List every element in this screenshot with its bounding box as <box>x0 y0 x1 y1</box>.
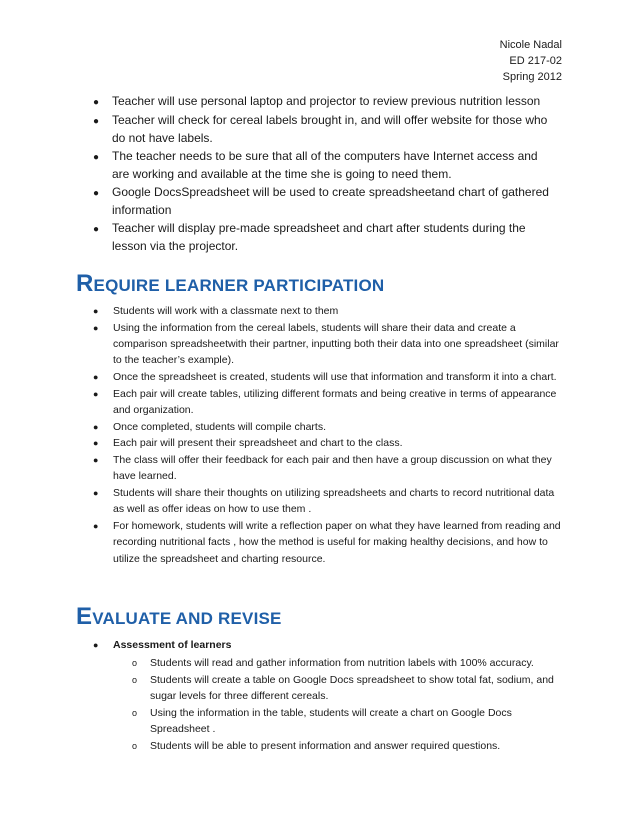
bullet-icon: ● <box>93 151 100 163</box>
bullet-icon: ● <box>93 488 99 498</box>
bullet-icon: ● <box>93 187 100 199</box>
course-code: ED 217-02 <box>509 55 562 67</box>
list-item: ● Students will share their thoughts on utilizing spreadsheets and charts to record nutritional data as well as offer ideas on how to use them . <box>93 487 555 516</box>
list-item: ● The class will offer their feedback for each pair and then have a group discussion on what they have learned. <box>93 454 552 483</box>
bullet-icon: ● <box>93 306 99 316</box>
intro-list <box>93 93 555 256</box>
hollow-bullet-icon: o <box>132 658 138 669</box>
list-item: ● Google DocsSpreadsheet will be used to create spreadsheetand chart of gathered information <box>93 184 549 217</box>
bullet-icon: ● <box>93 438 99 449</box>
bullet-icon: ● <box>93 97 100 108</box>
list-item: ● Students will work with a classmate next to them <box>93 303 565 319</box>
sub-list-item: o Using the information in the table, students will create a chart on Google Docs Spreadsheet . <box>132 706 512 736</box>
list-item: ● Once completed, students will compile charts. <box>93 419 565 435</box>
sub-list-item: o Students will read and gather information from nutrition labels with 100% accuracy. <box>113 655 565 671</box>
bullet-icon: ● <box>93 115 100 127</box>
section-heading-evaluate: EVALUATE AND REVISE <box>76 603 282 630</box>
list-item: ● The teacher needs to be sure that all of the computers have Internet access and are working and available at the time she is going to need them. <box>93 148 538 181</box>
term: Spring 2012 <box>502 71 562 83</box>
bullet-icon: ● <box>93 455 99 466</box>
list-item: ● Each pair will present their spreadsheet and chart to the class. <box>93 435 565 451</box>
assessment-sub-list <box>113 655 565 754</box>
evaluate-list <box>93 637 565 755</box>
participation-list <box>93 303 565 567</box>
bullet-icon: ● <box>93 388 99 399</box>
list-item: ● Each pair will create tables, utilizing different formats and being creative in terms of appearance and organization. <box>93 387 557 416</box>
section-heading-participation: REQUIRE LEARNER PARTICIPATION <box>76 270 385 297</box>
author-header <box>500 37 562 85</box>
list-item: ● Teacher will use personal laptop and projector to review previous nutrition lesson <box>93 93 555 112</box>
hollow-bullet-icon: o <box>132 674 138 685</box>
bullet-icon: ● <box>93 520 99 531</box>
assessment-label: Assessment of learners <box>113 639 232 651</box>
list-item <box>93 637 565 754</box>
list-item: ● For homework, students will write a reflection paper on what they have learned from reading and recording nutritional facts , how the method is useful for making healthy decisions, and how to utilize the spreadsheet and charting resource. <box>93 519 561 565</box>
list-item: ● Teacher will check for cereal labels brought in, and will offer website for those who do not have labels. <box>93 112 548 145</box>
list-item: ● Using the information from the cereal labels, students will share their data and create a comparison spreadsheetwith their partner, inputting both their data into one spreadsheet (similar to the teacher’s example). <box>93 321 559 367</box>
bullet-icon: ● <box>93 371 99 382</box>
sub-list-item: o Students will be able to present information and answer required questions. <box>113 738 565 754</box>
sub-list-item: o Students will create a table on Google Docs spreadsheet to show total fat, sodium, and sugar levels for three different cereals. <box>132 673 554 703</box>
bullet-icon: ● <box>93 421 99 432</box>
list-item: ● Once the spreadsheet is created, students will use that information and transform it into a chart. <box>93 369 565 385</box>
list-item: ● Teacher will display pre-made spreadsheet and chart after students during the lesson via the projector. <box>93 220 526 253</box>
bullet-icon: ● <box>93 223 100 235</box>
hollow-bullet-icon: o <box>132 740 138 751</box>
author-name: Nicole Nadal <box>499 39 562 51</box>
bullet-icon: ● <box>93 322 99 333</box>
bullet-icon: ● <box>93 640 99 650</box>
hollow-bullet-icon: o <box>132 707 138 718</box>
